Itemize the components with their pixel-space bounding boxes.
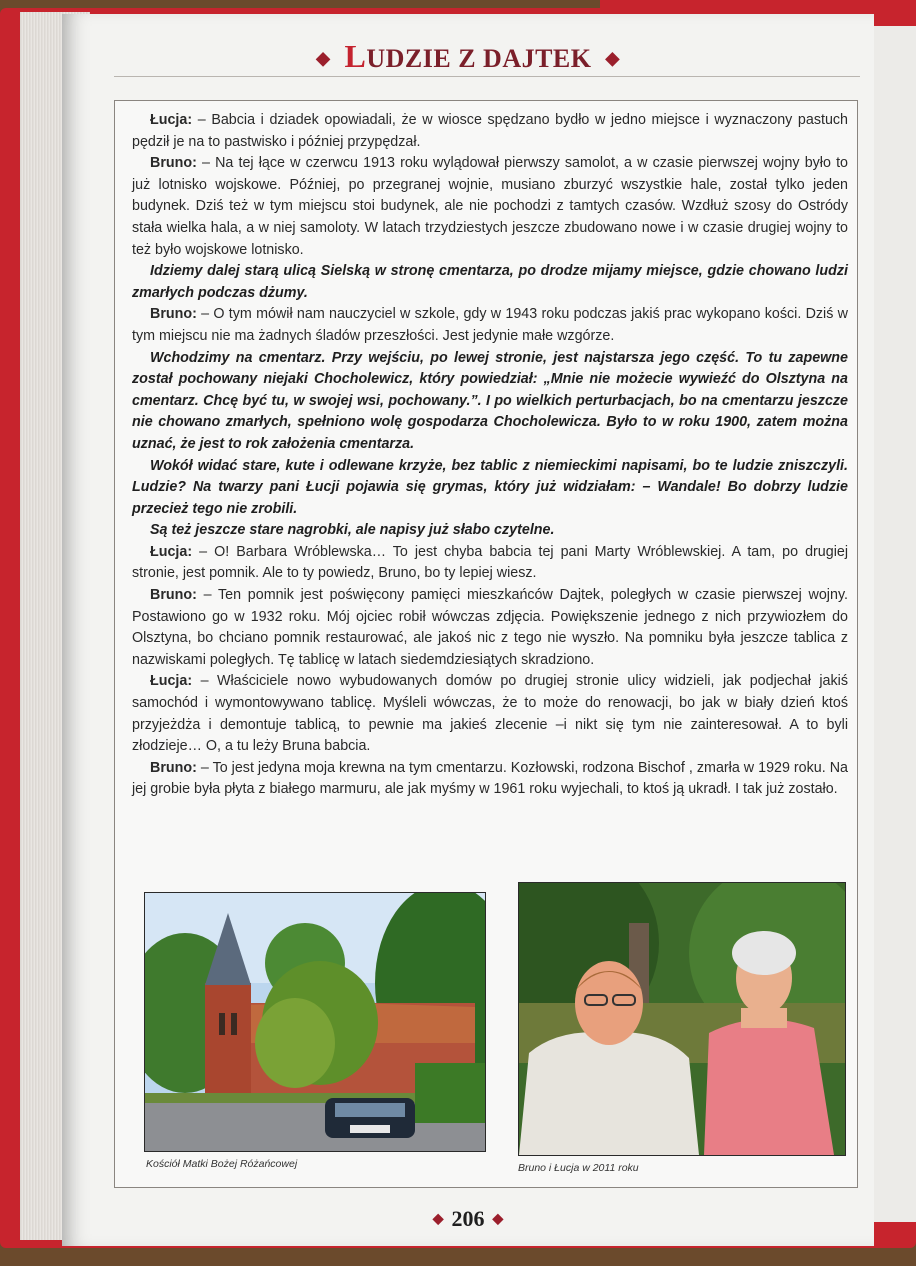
people-illustration: [519, 883, 845, 1155]
church-photo: [144, 892, 486, 1152]
paragraph: [132, 758, 848, 801]
photo-caption: Bruno i Łucja w 2011 roku: [518, 1162, 639, 1174]
speech-text: – Właściciele nowo wybudowanych domów po drugiej stronie ulicy widzieli, jak podjechał jakiś samochód i wymontowywano tablicę. Myśleli wówczas, że to może do renowacji, bo jak w biały dzień ktoś przyjeżdża i demontuje tablicą, to pewnie ma jakieś zlecenie –i nikt się tym nie zainteresował. A to byli złodzieje… O, a tu leży Bruna babcia.: [132, 673, 848, 755]
narration-paragraph: Są też jeszcze stare nagrobki, ale napisy już słabo czytelne.: [150, 522, 555, 539]
next-page-edge: [872, 26, 916, 1222]
speech-text: – O! Barbara Wróblewska… To jest chyba babcia tej pani Marty Wróblewskiej. A tam, po drugiej stronie, jest pomnik. Ale to ty powiedz, Bruno, bo ty lepiej wiesz.: [132, 543, 848, 582]
paragraph: [132, 110, 848, 153]
header-title-rest: UDZIE Z DAJTEK: [366, 44, 592, 73]
speech-text: – Ten pomnik jest poświęcony pamięci mieszkańców Dajtek, poległych w czasie pierwszej wojny. Postawiono go w 1932 roku. Mój ojciec robił wówczas zdjęcia. Powiększenie jednego z nich przywiozłem do Olsztyna, bo chciano pomnik restaurować, ale jakoś nic z tego nie wyszło. Na pomniku była jeszcze tablica z nazwiskami poległych. Tę tablicę w latach siedemdziesiątych skradziono.: [132, 587, 848, 668]
speech-text: – Na tej łące w czerwcu 1913 roku wylądował pierwszy samolot, a w czasie pierwszej wojny było to już lotnisko wojskowe. Później, po przegranej wojnie, musiano zburzyć wszystkie hale, został tylko jeden budynek. Dziś też w tym miejscu stoi budynek, ale nie pochodzi z tamtych czasów. Wzdłuż szosy do Ostródy stała wielka hala, a w niej samoloty. W latach trzydziestych jeszcze zbudowano nowe i w czasie drugiej wojny to też było wojskowe lotnisko.: [132, 155, 848, 258]
speaker-name: Łucja:: [150, 543, 193, 560]
speaker-name: Bruno:: [150, 155, 197, 172]
narration-paragraph: Wchodzimy na cmentarz. Przy wejściu, po lewej stronie, jest najstarsza jego część. To tu zapewne został pochowany niejaki Chocholewicz, który powiedział: „Mnie nie możecie wywieźć do Olsztyna na cmentarz. Chcę być tu, w swojej wsi, pochowany.”. I po wielkich perturbacjach, bo na cmentarzu jeszcze nie chowano zmarłych, spełniono wolę gospodarza Chocholewicza. Było to w roku 1900, zatem można uznać, że jest to rok założenia cmentarza.: [132, 349, 848, 452]
body-text: [132, 110, 848, 801]
paragraph: [132, 153, 848, 261]
speaker-name: Bruno:: [150, 587, 197, 604]
speech-text: – Babcia i dziadek opowiadali, że w wiosce spędzano bydło w jedno miejsce i wyznaczony pastuch pędził je na to pastwisko i później przypędzał.: [132, 112, 848, 150]
header-rule: [114, 76, 860, 77]
church-illustration: [145, 893, 485, 1151]
diamond-ornament-icon: ◆: [605, 48, 620, 68]
paragraph: [132, 304, 848, 347]
narration-paragraph: Wokół widać stare, kute i odlewane krzyże, bez tablic z niemieckimi napisami, bo te ludzie zniszczyli. Ludzie? Na twarzy pani Łucji pojawia się grymas, który już widziałam: – Wandale! Bo dobrzy ludzie przecież tego nie zrobili.: [132, 457, 848, 517]
speech-text: – O tym mówił nam nauczyciel w szkole, gdy w 1943 roku podczas jakiś prac wykopano kości. Dziś w tym miejscu nie ma żadnych śladów przeszłości. Jest jedynie małe wzgórze.: [132, 306, 848, 344]
page-number: 206: [451, 1206, 485, 1231]
narration-paragraph: Idziemy dalej starą ulicą Sielską w stronę cmentarza, po drodze mijamy miejsce, gdzie chowano ludzi zmarłych podczas dżumy.: [132, 263, 848, 301]
diamond-ornament-icon: ◆: [492, 1212, 504, 1227]
speaker-name: Bruno:: [150, 306, 197, 323]
diamond-ornament-icon: ◆: [316, 48, 331, 68]
book-page: [62, 14, 874, 1246]
page-footer: [62, 1206, 874, 1232]
paragraph: [132, 585, 848, 671]
diamond-ornament-icon: ◆: [432, 1212, 444, 1227]
portrait-photo: [518, 882, 846, 1156]
photo-caption: Kościół Matki Bożej Różańcowej: [146, 1158, 298, 1170]
header-title-initial: L: [344, 38, 367, 74]
running-header: [62, 38, 874, 75]
paragraph: [132, 542, 848, 585]
speaker-name: Łucja:: [150, 112, 193, 128]
speaker-name: Bruno:: [150, 759, 197, 776]
paragraph: [132, 671, 848, 757]
speaker-name: Łucja:: [150, 673, 193, 690]
speech-text: – To jest jedyna moja krewna na tym cmentarzu. Kozłowski, rodzona Bischof , zmarła w 1929 roku. Na jej grobie była płyta z białego marmuru, ale jak myśmy w 1961 roku wyjechali, to ktoś ją ukradł. I tak już zostało.: [132, 759, 848, 798]
